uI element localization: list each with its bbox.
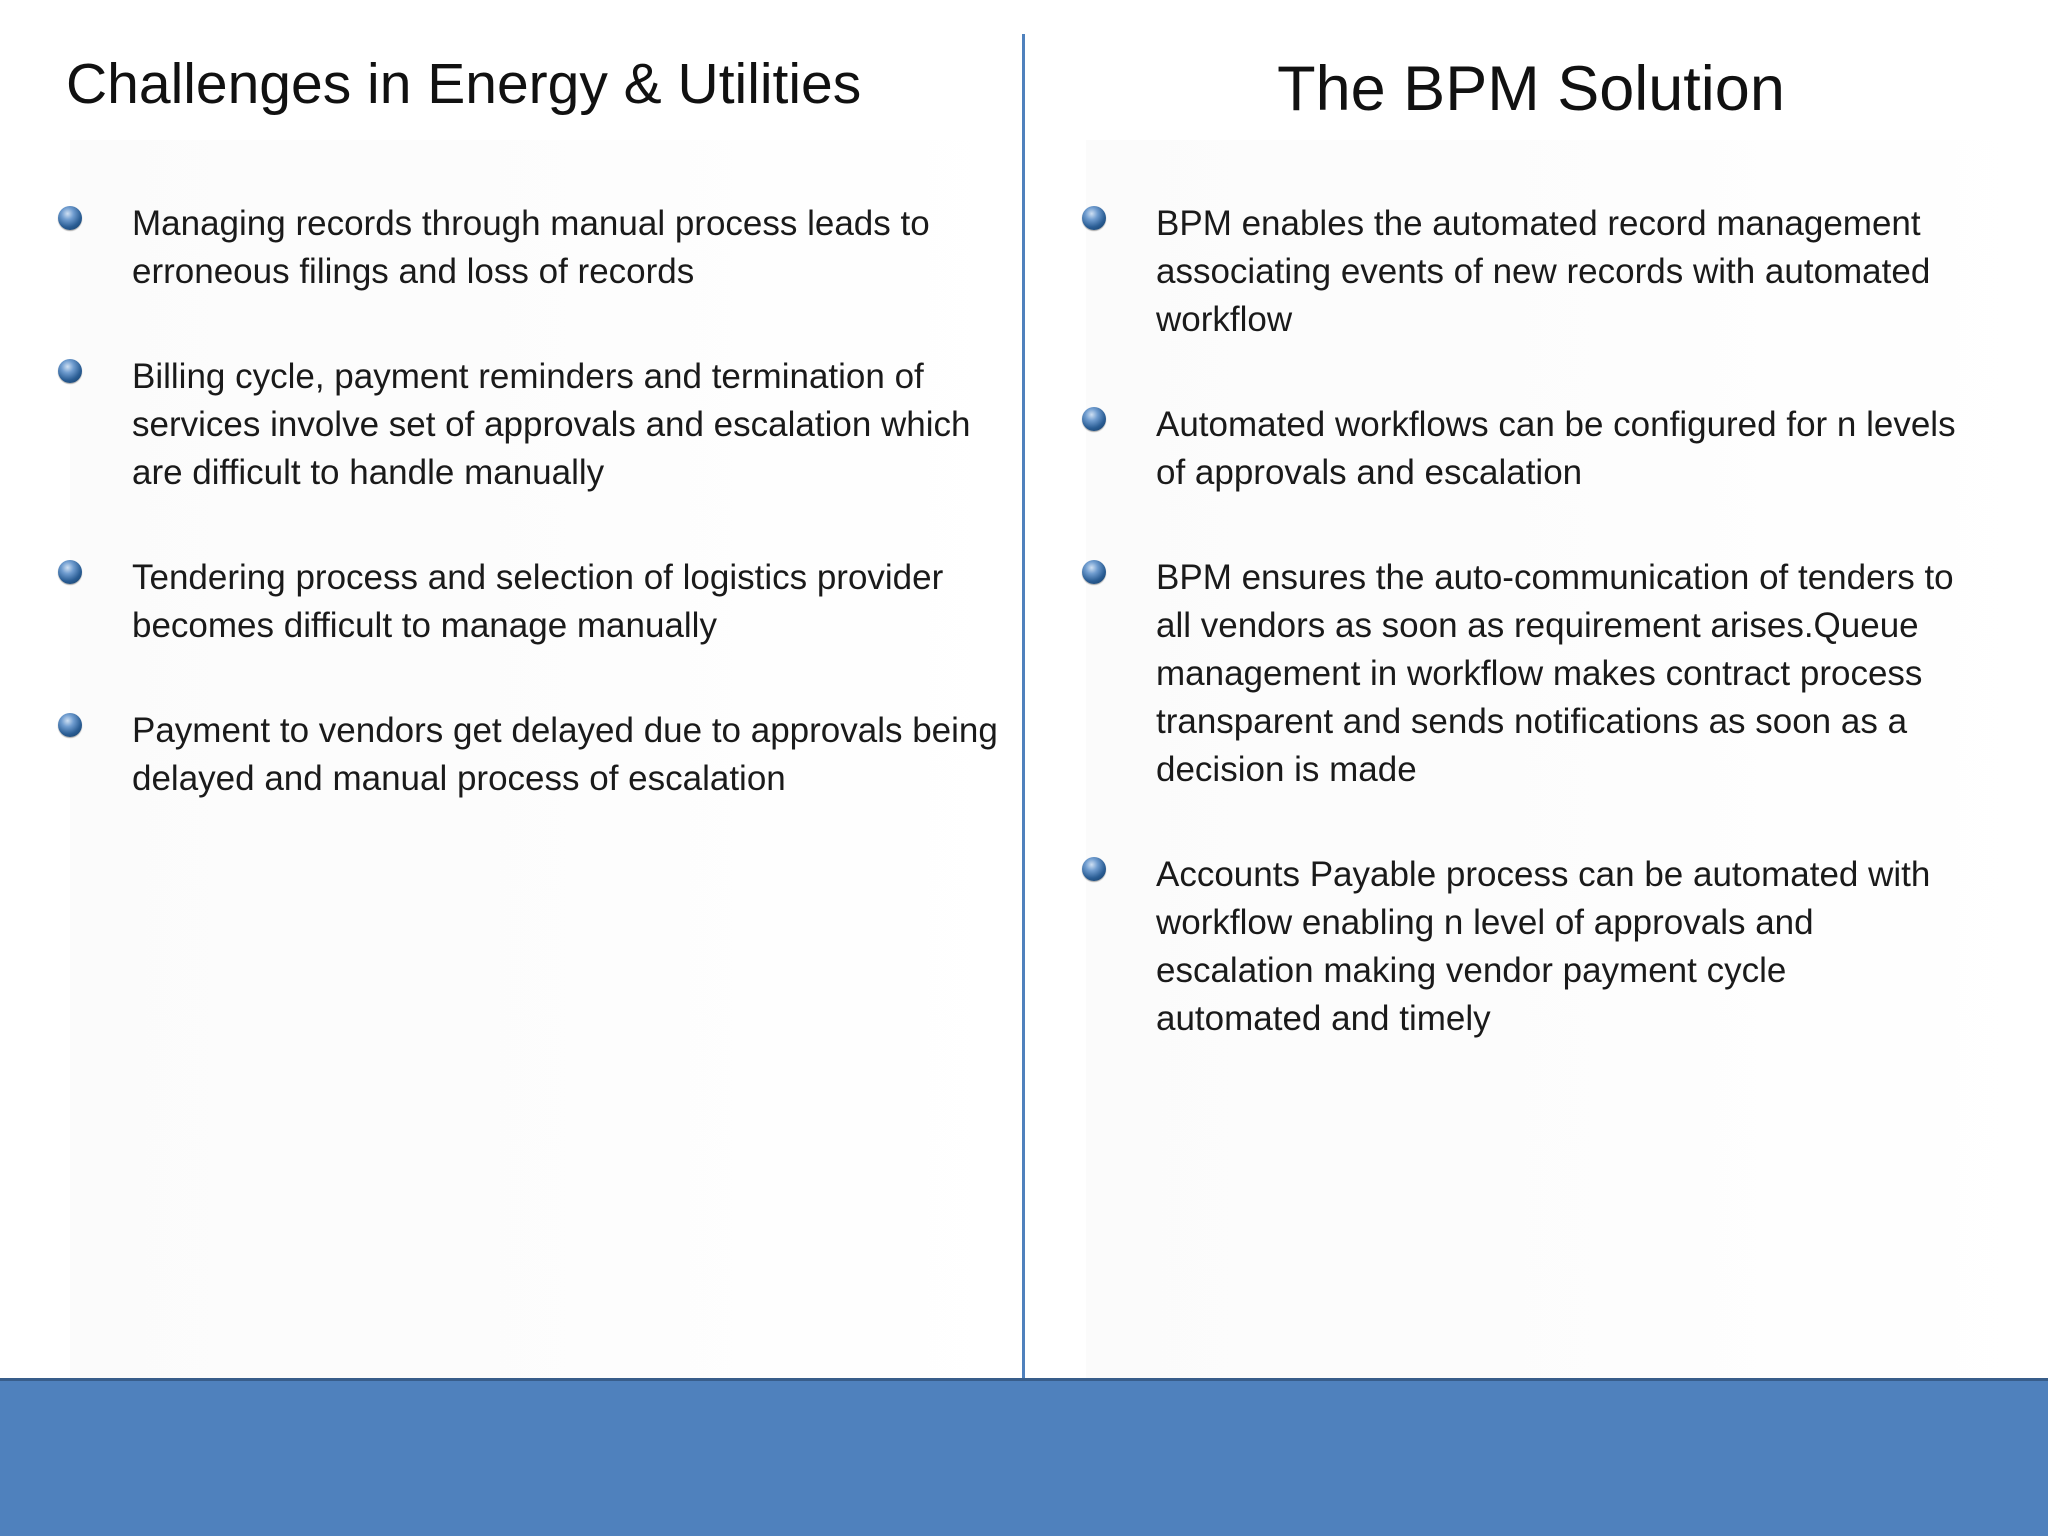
bullet-text: Billing cycle, payment reminders and termination of services involve set of approvals and escalation which are difficult to handle manually [132, 357, 971, 492]
bullet-text: BPM enables the automated record management associating events of new records with automated workflow [1156, 204, 1931, 339]
bullet-text: Tendering process and selection of logistics provider becomes difficult to manage manually [132, 558, 944, 645]
sphere-bullet-icon [1082, 857, 1106, 881]
sphere-bullet-icon [58, 359, 82, 383]
column-divider [1022, 34, 1025, 1380]
bullet-text: BPM ensures the auto-communication of tenders to all vendors as soon as requirement arises.Queue management in workflow makes contract process transparent and sends notifications as soon as a decision is made [1156, 558, 1954, 789]
sphere-bullet-icon [1082, 560, 1106, 584]
bullet-text: Managing records through manual process leads to erroneous filings and loss of records [132, 204, 930, 291]
footer-band [0, 1378, 2048, 1536]
bullet-text: Payment to vendors get delayed due to approvals being delayed and manual process of escalation [132, 711, 998, 798]
sphere-bullet-icon [1082, 407, 1106, 431]
challenges-title: Challenges in Energy & Utilities [66, 52, 862, 116]
sphere-bullet-icon [58, 206, 82, 230]
bullet-text: Accounts Payable process can be automated with workflow enabling n level of approvals and escalation making vendor payment cycle automated and timely [1156, 855, 1931, 1038]
sphere-bullet-icon [58, 713, 82, 737]
challenges-panel [0, 0, 1022, 1378]
sphere-bullet-icon [58, 560, 82, 584]
sphere-bullet-icon [1082, 206, 1106, 230]
bullet-text: Automated workflows can be configured for n levels of approvals and escalation [1156, 405, 1956, 492]
solution-title: The BPM Solution [1277, 54, 1785, 124]
solution-panel [1026, 0, 2048, 1378]
